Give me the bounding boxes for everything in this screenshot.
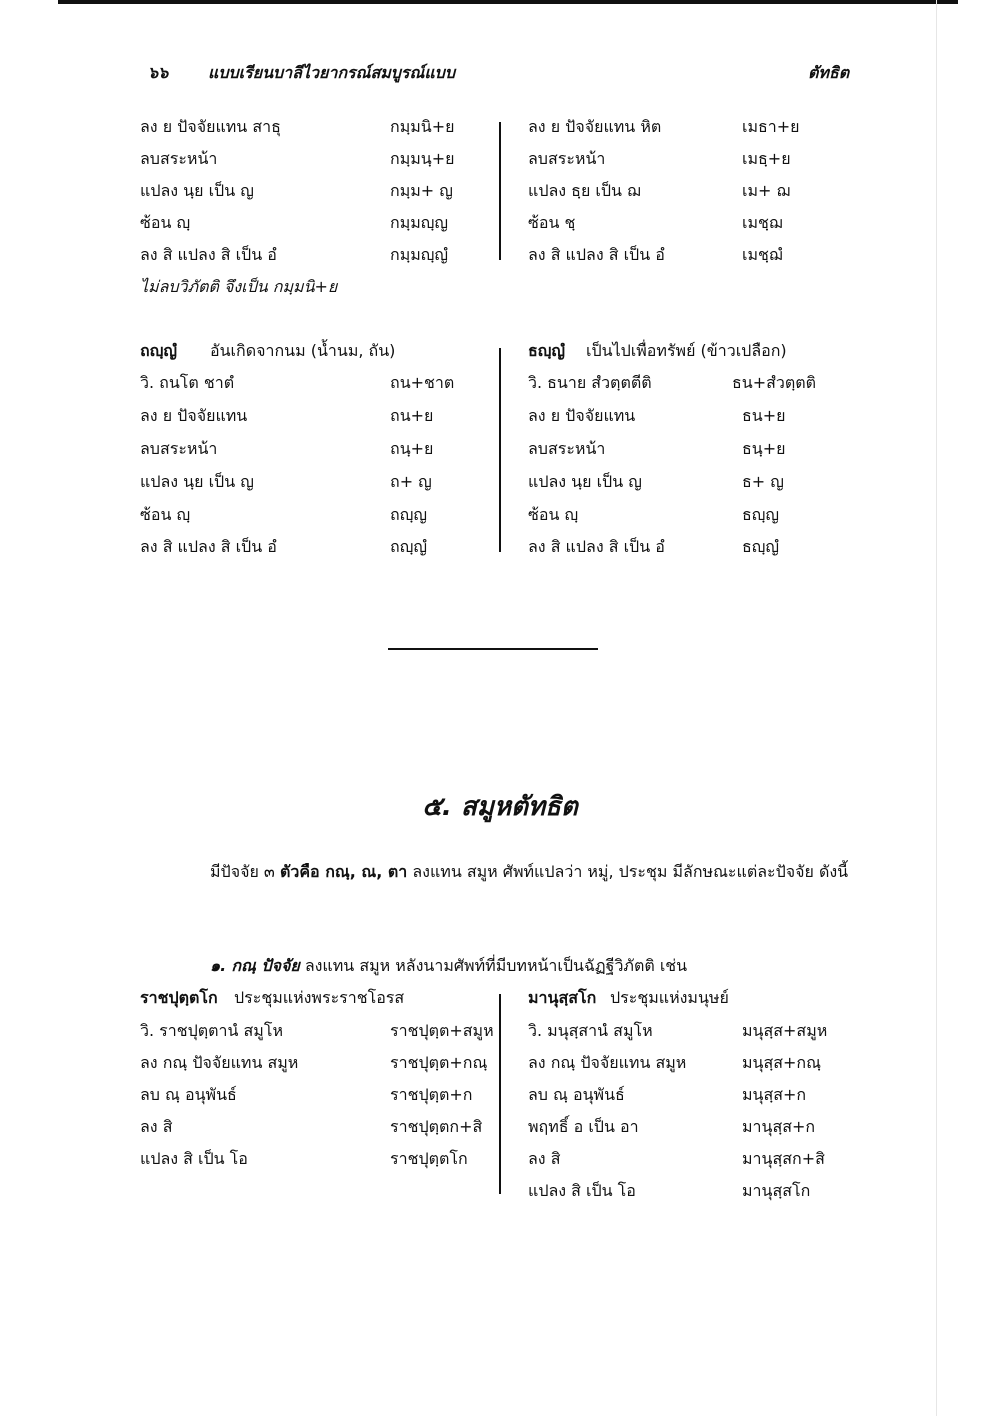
column-divider — [499, 348, 501, 552]
derived-form: กมฺมนฺ+ย — [390, 149, 455, 168]
derived-form: ราชปุตฺตก+สิ — [390, 1117, 483, 1136]
derived-form: ธญฺญํ — [742, 537, 780, 556]
derived-form: มนุสฺส+ก — [742, 1085, 807, 1104]
derivation-step: วิ. ราชปุตฺตานํ สมูโห — [140, 1021, 283, 1040]
term-heading: ธญฺญํ — [528, 341, 566, 360]
term-gloss: ประชุมแห่งมนุษย์ — [610, 988, 729, 1007]
derived-form: กมฺมญฺญ — [390, 213, 449, 232]
right-margin-line — [936, 0, 937, 1416]
section-name: ตัทธิต — [808, 63, 850, 82]
derived-form: กมฺมญฺญํ — [390, 245, 449, 264]
page-number: ๖๖ — [148, 63, 169, 82]
derived-form: กมฺมนิ+ย — [390, 117, 455, 136]
derivation-step: ลง กณฺ ปัจจัยแทน สมูห — [528, 1053, 687, 1072]
derivation-step: ลง สิ แปลง สิ เป็น อํ — [140, 537, 277, 556]
derived-form: เมธฺ+ย — [742, 149, 791, 168]
derived-form: มนุสฺส+สมูห — [742, 1021, 828, 1040]
derivation-step: ซ้อน ชฺ — [528, 213, 576, 232]
derived-form: มานุสฺสก+สิ — [742, 1149, 825, 1168]
derivation-step: ลง ย ปัจจัยแทน — [140, 406, 248, 425]
derivation-step: ลง กณฺ ปัจจัยแทน สมูห — [140, 1053, 299, 1072]
term-heading: ถญฺญํ — [140, 341, 177, 360]
derivation-step: แปลง สิ เป็น โอ — [528, 1181, 636, 1200]
derived-form: ถญฺญํ — [390, 537, 427, 556]
derivation-step: ลง สิ — [140, 1117, 173, 1136]
section-intro — [210, 861, 848, 883]
derivation-step: ลง สิ — [528, 1149, 561, 1168]
derived-form: ราชปุตฺตโก — [390, 1149, 468, 1168]
derivation-step: ซ้อน ญฺ — [140, 213, 191, 232]
derived-form: ราชปุตฺต+สมูห — [390, 1021, 494, 1040]
subsection-number: ๑. — [210, 956, 227, 975]
derived-form: ธ+ ญ — [742, 472, 784, 491]
derivation-step: แปลง นฺย เป็น ญ — [140, 472, 254, 491]
derived-form: กมฺม+ ญ — [390, 181, 453, 200]
term-heading: ราชปุตฺตโก — [140, 988, 218, 1007]
top-border — [58, 0, 958, 4]
derived-form: มนุสฺส+กณฺ — [742, 1053, 821, 1072]
derivation-step: แปลง นฺย เป็น ญ — [140, 181, 254, 200]
derived-form: เม+ ฌ — [742, 181, 791, 200]
derivation-step: พฤทธิ์ อ เป็น อา — [528, 1117, 639, 1136]
derivation-step: แปลง นฺย เป็น ญ — [528, 472, 642, 491]
derivation-step: วิ. ธนาย สํวตฺตตีติ — [528, 373, 652, 392]
section-separator — [388, 648, 598, 650]
derivation-step: วิ. มนุสฺสานํ สมูโห — [528, 1021, 653, 1040]
derivation-step: ลง ย ปัจจัยแทน — [528, 406, 636, 425]
derivation-step: ซ้อน ญฺ — [528, 505, 579, 524]
derived-form: ถน+ชาต — [390, 373, 455, 392]
derived-form: ถ+ ญ — [390, 472, 432, 491]
derivation-step: แปลง ธฺย เป็น ฌ — [528, 181, 641, 200]
intro-text: มีปัจจัย ๓ — [210, 862, 275, 881]
term-gloss: อันเกิดจากนม (น้ำนม, ถัน) — [210, 341, 396, 360]
derivation-step: ลง สิ แปลง สิ เป็น อํ — [140, 245, 277, 264]
column-divider — [499, 994, 501, 1194]
derived-form: ธน+สํวตฺตติ — [732, 373, 817, 392]
derivation-step: ลบ ณฺ อนุพันธ์ — [140, 1085, 237, 1104]
book-title: แบบเรียนบาลีไวยากรณ์สมบูรณ์แบบ — [208, 63, 455, 82]
derived-form: ราชปุตฺต+ก — [390, 1085, 473, 1104]
derived-form: เมชฺฌํ — [742, 245, 783, 264]
derivation-step: ลบสระหน้า — [528, 439, 606, 458]
derived-form: ถนฺ+ย — [390, 439, 434, 458]
derivation-step: ลบสระหน้า — [140, 439, 218, 458]
column-divider — [499, 122, 501, 260]
derived-form: มานุสฺสโก — [742, 1181, 811, 1200]
derivation-step: ลบสระหน้า — [528, 149, 606, 168]
derived-form: ธนฺ+ย — [742, 439, 786, 458]
derivation-step: แปลง สิ เป็น โอ — [140, 1149, 248, 1168]
derived-form: เมชฺฌ — [742, 213, 783, 232]
derived-form: ราชปุตฺต+กณฺ — [390, 1053, 488, 1072]
intro-suffixes: ตัวคือ กณฺ, ณ, ตา — [279, 862, 408, 881]
derived-form: ธน+ย — [742, 406, 786, 425]
derivation-step: ลง สิ แปลง สิ เป็น อํ — [528, 537, 665, 556]
term-gloss: ประชุมแห่งพระราชโอรส — [234, 988, 405, 1007]
subsection-name: กณฺ ปัจจัย — [231, 956, 300, 975]
derived-form: ธญฺญ — [742, 505, 780, 524]
intro-text: ลงแทน สมูห ศัพท์แปลว่า หมู่, ประชุม มีลักษณะแต่ละปัจจัย ดังนี้ — [412, 862, 849, 881]
section-title: ๕. สมูหตัทธิต — [422, 792, 578, 822]
derived-form: ถน+ย — [390, 406, 434, 425]
derivation-step: ซ้อน ญฺ — [140, 505, 191, 524]
subsection-desc: ลงแทน สมูห หลังนามศัพท์ที่มีบทหน้าเป็นฉัฏฐีวิภัตติ เช่น — [304, 956, 688, 975]
note: ไม่ลบวิภัตติ จึงเป็น กมฺมนิ+ย — [140, 277, 338, 296]
derivation-step: ลง ย ปัจจัยแทน สาธุ — [140, 117, 281, 136]
derived-form: เมธา+ย — [742, 117, 800, 136]
derivation-step: ลบสระหน้า — [140, 149, 218, 168]
derivation-step: วิ. ถนโต ชาตํ — [140, 373, 235, 392]
derived-form: ถญฺญ — [390, 505, 427, 524]
derived-form: มานุสฺส+ก — [742, 1117, 816, 1136]
derivation-step: ลง สิ แปลง สิ เป็น อํ — [528, 245, 665, 264]
derivation-step: ลบ ณฺ อนุพันธ์ — [528, 1085, 625, 1104]
term-heading: มานุสฺสโก — [528, 988, 597, 1007]
subsection-heading — [210, 955, 687, 977]
term-gloss: เป็นไปเพื่อทรัพย์ (ข้าวเปลือก) — [586, 341, 787, 360]
derivation-step: ลง ย ปัจจัยแทน หิต — [528, 117, 662, 136]
